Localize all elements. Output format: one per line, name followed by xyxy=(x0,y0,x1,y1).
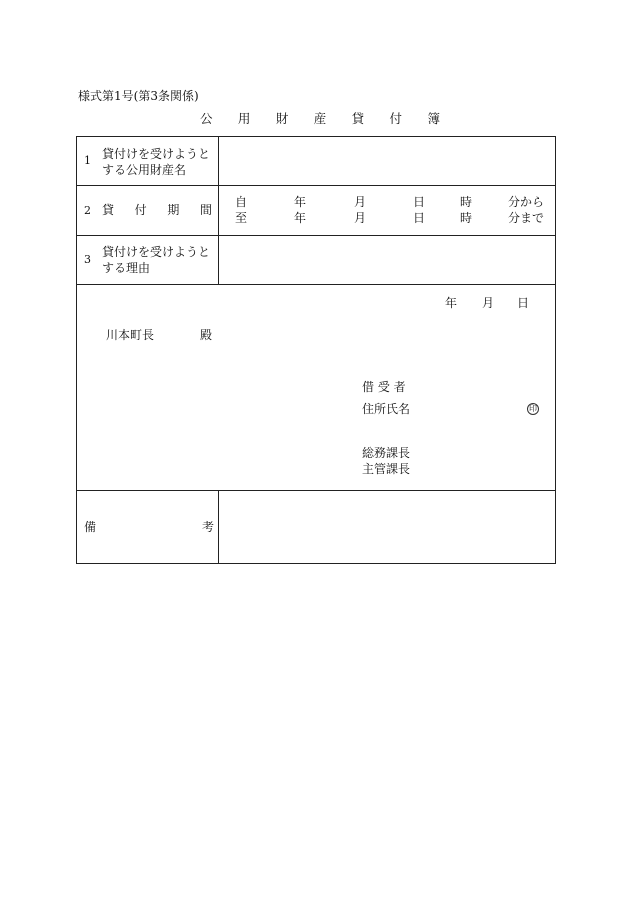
reason-field[interactable] xyxy=(219,235,555,284)
ledger-form-table xyxy=(76,136,556,564)
row-3-label-line2: する理由 xyxy=(102,261,151,275)
row-2-label-char: 付 xyxy=(134,203,147,217)
row-3-number: 3 xyxy=(84,253,91,266)
row-2-label xyxy=(102,204,212,216)
row-divider xyxy=(77,284,555,285)
general-affairs-chief: 総務課長 xyxy=(362,446,411,460)
form-reference: 様式第1号(第3条関係) xyxy=(78,89,199,103)
honorific: 殿 xyxy=(200,328,213,342)
to-month: 月 xyxy=(354,211,367,225)
row-1-number: 1 xyxy=(84,154,91,167)
borrower-label: 借 受 者 xyxy=(362,380,406,394)
row-2-label-char: 期 xyxy=(167,203,180,217)
remarks-label-right: 考 xyxy=(202,520,215,534)
title-char: 公 xyxy=(200,111,213,126)
to-mark: 至 xyxy=(235,211,248,225)
date-month: 月 xyxy=(482,296,495,310)
address-name-label: 住所氏名 xyxy=(362,402,411,416)
title-char: 貸 xyxy=(351,111,365,126)
to-year: 年 xyxy=(294,211,307,225)
department-chief: 主管課長 xyxy=(362,462,411,476)
title-char: 財 xyxy=(275,111,289,126)
row-2-number: 2 xyxy=(84,204,91,217)
date-day: 日 xyxy=(517,296,530,310)
row-3-label-line1: 貸付けを受けようと xyxy=(102,245,211,259)
title-char: 簿 xyxy=(427,111,440,126)
title-char: 用 xyxy=(237,111,251,126)
document-title xyxy=(200,113,440,126)
addressee: 川本町長 xyxy=(106,328,155,342)
to-day: 日 xyxy=(413,211,426,225)
from-month: 月 xyxy=(354,195,367,209)
remarks-label-left: 備 xyxy=(84,520,97,534)
row-1-label-line2: する公用財産名 xyxy=(102,163,187,177)
public-property-name-field[interactable] xyxy=(219,137,555,185)
from-minute: 分から xyxy=(508,195,545,209)
from-year: 年 xyxy=(294,195,307,209)
seal-mark-icon: 印 xyxy=(529,404,537,413)
remarks-field[interactable] xyxy=(219,491,555,563)
to-minute: 分まで xyxy=(508,211,545,225)
from-day: 日 xyxy=(413,195,426,209)
to-hour: 時 xyxy=(460,211,473,225)
title-char: 付 xyxy=(389,111,403,126)
row-2-label-char: 間 xyxy=(199,203,212,217)
row-2-label-char: 貸 xyxy=(102,203,115,217)
from-hour: 時 xyxy=(460,195,473,209)
title-char: 産 xyxy=(313,111,327,126)
row-divider xyxy=(77,185,555,186)
row-1-label-line1: 貸付けを受けようと xyxy=(102,147,211,161)
date-year: 年 xyxy=(445,296,458,310)
from-mark: 自 xyxy=(235,195,248,209)
